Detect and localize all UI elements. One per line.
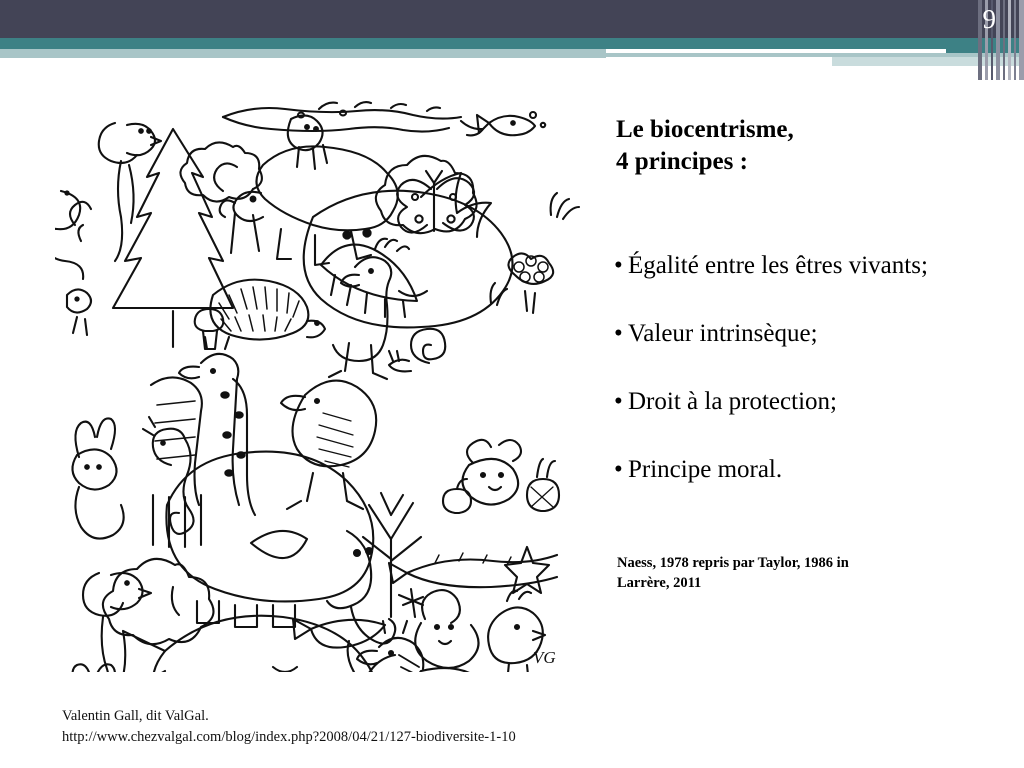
bullet-marker: • xyxy=(614,388,623,415)
illustration-signature: VG xyxy=(533,648,556,667)
image-credit-url: http://www.chezvalgal.com/blog/index.php?2008/04/21/127-biodiversite-1-10 xyxy=(62,729,516,745)
list-item-principle-1 xyxy=(614,251,1024,281)
principles-list xyxy=(614,251,1024,523)
list-item-label: Droit à la protection; xyxy=(628,388,837,415)
list-item-principle-3 xyxy=(614,387,1024,417)
header-dark-band xyxy=(0,0,1024,38)
bullet-marker: • xyxy=(614,252,623,279)
list-item-label: Principe moral. xyxy=(628,456,783,483)
image-credit xyxy=(62,706,516,748)
header-light-teal-band-left xyxy=(0,49,606,58)
source-reference-line-1: Naess, 1978 repris par Taylor, 1986 in xyxy=(617,555,849,571)
page-number: 9 xyxy=(982,4,996,34)
list-item-label: Valeur intrinsèque; xyxy=(628,320,818,347)
bullet-marker: • xyxy=(614,456,623,483)
list-item-principle-4 xyxy=(614,455,1024,485)
source-reference-line-2: Larrère, 2011 xyxy=(617,575,702,591)
bullet-marker: • xyxy=(614,320,623,347)
image-credit-author: Valentin Gall, dit ValGal. xyxy=(62,708,209,724)
page-title xyxy=(616,114,1016,178)
header-decoration xyxy=(0,0,1024,80)
source-reference xyxy=(617,553,1007,593)
header-white-gap-3 xyxy=(606,60,832,68)
list-item-label: Égalité entre les êtres vivants; xyxy=(628,252,928,279)
page-title-line-2: 4 principes : xyxy=(616,148,748,175)
page-title-line-1: Le biocentrisme, xyxy=(616,116,794,143)
list-item-principle-2 xyxy=(614,319,1024,349)
biodiversity-illustration xyxy=(55,95,582,672)
